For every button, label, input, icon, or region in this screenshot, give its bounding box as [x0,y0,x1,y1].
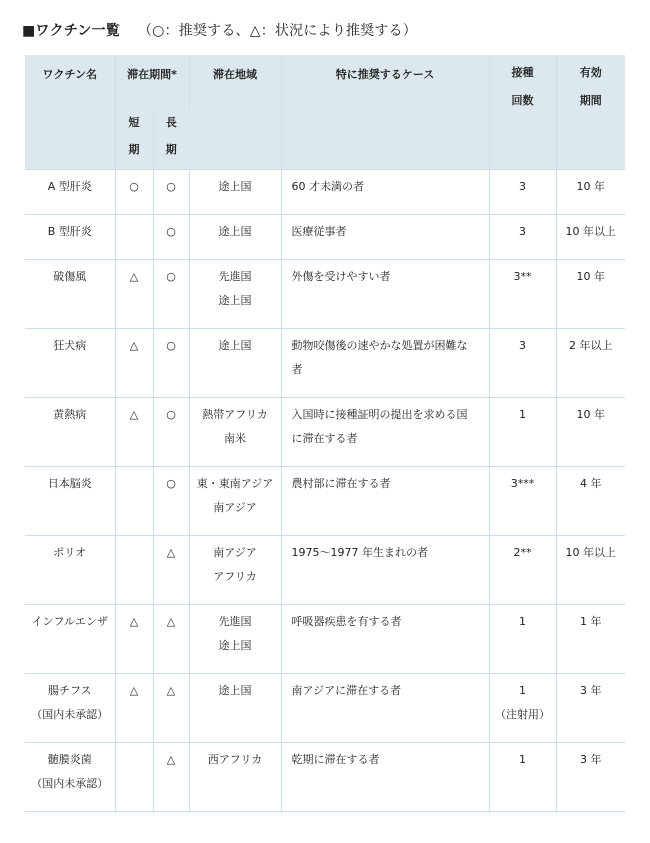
vaccine-name-cell [25,214,115,259]
doses-cell-line: 1 [519,407,527,421]
short-term-mark: ○ [115,169,153,214]
vaccine-name-cell-line: 狂犬病 [53,338,87,352]
validity-cell: 1 年 [556,604,625,673]
doses-cell [489,742,556,811]
case-cell-line: 乾期に滞在する者 [291,752,380,766]
short-term-mark: △ [115,259,153,328]
vaccine-name-cell-line: ポリオ [53,545,87,559]
long-term-mark: ○ [153,466,189,535]
doses-cell-line: 3 [519,224,527,238]
long-term-mark: △ [153,673,189,742]
region-cell [189,259,281,328]
doses-cell-line: 3*** [510,476,535,490]
vaccine-name-cell-line: 破傷風 [53,269,87,283]
doses-cell [489,397,556,466]
doses-cell [489,673,556,742]
long-term-mark: ○ [153,328,189,397]
doses-cell [489,214,556,259]
case-cell-line: 動物咬傷後の速やかな処置が困難な [291,338,468,352]
case-cell [281,742,489,811]
short-term-mark [115,466,153,535]
legend-note: （○：推奨する、△：状況により推奨する） [137,23,417,39]
vaccine-name-cell [25,466,115,535]
region-cell-line: 南アジア [213,545,257,559]
header-doses-line-2: 回数 [511,94,534,107]
long-term-mark: ○ [153,169,189,214]
table-row [25,535,625,604]
short-term-mark: △ [115,604,153,673]
doses-cell-line: 2** [513,545,532,559]
header-long-line-2: 期 [165,143,177,156]
case-cell [281,169,489,214]
short-term-mark [115,742,153,811]
header-long-line-1: 長 [165,116,177,129]
table-body [25,169,625,811]
header-short-line-1: 短 [128,116,140,129]
vaccine-name-cell-line: （国内未承認） [31,776,109,790]
validity-cell: 2 年以上 [556,328,625,397]
doses-cell [489,169,556,214]
case-cell-line: 外傷を受けやすい者 [291,269,391,283]
region-cell [189,397,281,466]
region-cell-line: アフリカ [213,569,257,583]
region-cell-line: 熱帯アフリカ [202,407,268,421]
case-cell-line: 呼吸器疾患を有する者 [291,614,402,628]
region-cell-line: 途上国 [218,293,252,307]
region-cell [189,673,281,742]
doses-cell [489,328,556,397]
vaccine-table [25,55,625,812]
short-term-mark: △ [115,397,153,466]
vaccine-name-cell [25,742,115,811]
page-title: ■ワクチン一覧 [22,23,120,39]
doses-cell-line: 3 [519,338,527,352]
vaccine-name-cell [25,169,115,214]
header-stay-period: 滞在期間* [115,55,189,109]
validity-cell: 10 年以上 [556,214,625,259]
validity-cell: 10 年 [556,259,625,328]
region-cell-line: 途上国 [218,224,252,238]
table-row [25,742,625,811]
region-cell [189,466,281,535]
validity-cell: 10 年以上 [556,535,625,604]
header-validity-line-2: 期間 [579,94,602,107]
header-case: 特に推奨するケース [281,55,489,169]
doses-cell [489,466,556,535]
case-cell-line: に滞在する者 [291,431,358,445]
region-cell-line: 途上国 [218,638,252,652]
doses-cell [489,535,556,604]
short-term-mark [115,214,153,259]
vaccine-name-cell [25,328,115,397]
validity-cell: 10 年 [556,169,625,214]
case-cell [281,397,489,466]
vaccine-name-cell-line: 日本脳炎 [47,476,92,490]
validity-cell: 3 年 [556,742,625,811]
short-term-mark [115,535,153,604]
header-validity-line-1: 有効 [579,66,602,79]
short-term-mark: △ [115,673,153,742]
case-cell-line: 60 才未満の者 [291,179,365,193]
region-cell-line: 途上国 [218,338,252,352]
table-row [25,466,625,535]
table-row [25,214,625,259]
header-vaccine: ワクチン名 [25,55,115,169]
region-cell [189,742,281,811]
table-row [25,397,625,466]
region-cell-line: 先進国 [218,269,252,283]
long-term-mark: ○ [153,397,189,466]
vaccine-name-cell-line: （国内未承認） [31,707,109,721]
table-row [25,328,625,397]
header-validity [556,55,625,169]
table-row [25,259,625,328]
case-cell-line: 医療従事者 [291,224,347,238]
doses-cell [489,604,556,673]
vaccine-name-cell-line: A 型肝炎 [47,179,92,193]
region-cell-line: 途上国 [218,179,252,193]
vaccine-name-cell [25,259,115,328]
header-short-line-2: 期 [128,143,140,156]
long-term-mark: ○ [153,259,189,328]
doses-cell-line: 3 [519,179,527,193]
long-term-mark: ○ [153,214,189,259]
doses-cell [489,259,556,328]
validity-cell: 3 年 [556,673,625,742]
table-row [25,604,625,673]
vaccine-name-cell-line: 髄膜炎菌 [47,752,92,766]
doses-cell-line: （注射用） [495,707,551,721]
case-cell-line: 南アジアに滞在する者 [291,683,402,697]
vaccine-name-cell [25,535,115,604]
doses-cell-line: 3** [513,269,532,283]
short-term-mark: △ [115,328,153,397]
doses-cell-line: 1 [519,683,527,697]
vaccine-name-cell-line: B 型肝炎 [47,224,92,238]
case-cell [281,328,489,397]
header-region: 滞在地域 [189,55,281,169]
case-cell [281,604,489,673]
case-cell [281,535,489,604]
case-cell [281,673,489,742]
case-cell-line: 者 [291,362,303,376]
vaccine-name-cell [25,604,115,673]
case-cell-line: 1975～1977 年生まれの者 [291,545,428,559]
region-cell-line: 東・東南アジア [196,476,274,490]
validity-cell: 10 年 [556,397,625,466]
page-heading [22,20,417,40]
case-cell [281,259,489,328]
region-cell-line: 南アジア [213,500,257,514]
doses-cell-line: 1 [519,752,527,766]
table-header [25,55,625,169]
long-term-mark: △ [153,535,189,604]
long-term-mark: △ [153,604,189,673]
region-cell [189,328,281,397]
region-cell [189,535,281,604]
vaccine-name-cell-line: 腸チフス [47,683,92,697]
vaccine-name-cell-line: インフルエンザ [31,614,109,628]
header-doses [489,55,556,169]
region-cell [189,604,281,673]
case-cell-line: 農村部に滞在する者 [291,476,391,490]
doses-cell-line: 1 [519,614,527,628]
header-short-term [115,109,153,169]
region-cell [189,169,281,214]
case-cell [281,466,489,535]
vaccine-name-cell-line: 黄熱病 [53,407,87,421]
table-row [25,169,625,214]
vaccine-name-cell [25,397,115,466]
region-cell-line: 途上国 [218,683,252,697]
region-cell [189,214,281,259]
long-term-mark: △ [153,742,189,811]
case-cell [281,214,489,259]
region-cell-line: 先進国 [218,614,252,628]
validity-cell: 4 年 [556,466,625,535]
table-row [25,673,625,742]
vaccine-name-cell [25,673,115,742]
header-long-term [153,109,189,169]
region-cell-line: 西アフリカ [207,752,263,766]
region-cell-line: 南米 [224,431,247,445]
header-doses-line-1: 接種 [511,66,534,79]
case-cell-line: 入国時に接種証明の提出を求める国 [291,407,468,421]
